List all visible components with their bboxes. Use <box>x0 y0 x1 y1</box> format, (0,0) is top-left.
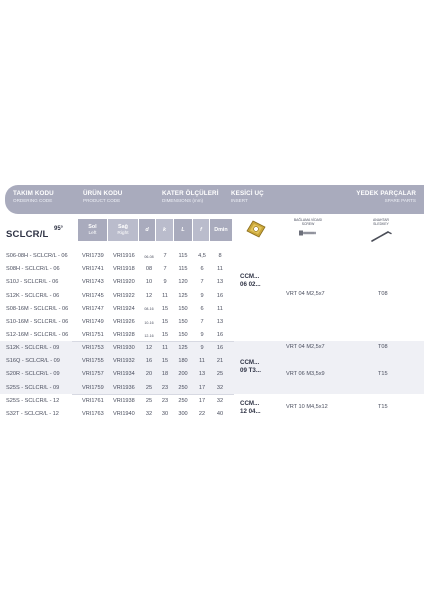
row-dmin: 11 <box>217 266 223 273</box>
series-title <box>6 224 64 242</box>
series-angle: 95° <box>54 226 64 232</box>
row-d: 10-16 <box>144 320 154 325</box>
row-f: 9 <box>200 292 204 299</box>
table-row <box>0 355 240 368</box>
row-l: 115 <box>178 253 188 259</box>
row-l: 300 <box>178 411 188 418</box>
row-k: 9 <box>163 279 167 286</box>
row-right-code: VRI1920 <box>113 279 135 286</box>
row-l: 250 <box>178 384 188 391</box>
screw-09b: VRT 06 M3,5x9 <box>286 371 325 377</box>
row-f: 13 <box>198 371 206 378</box>
row-f: 7 <box>200 279 204 286</box>
row-ordering-code: S10-16M - SCLCR/L - 06 <box>6 319 69 325</box>
row-dmin: 16 <box>216 345 224 351</box>
row-ordering-code: S08-16M - SCLCR/L - 06 <box>6 305 69 312</box>
header-dimensions: KATER ÖLÇÜLERİ DIMENSIONS (mm) <box>162 190 219 204</box>
row-f: 17 <box>198 384 206 391</box>
table-row <box>0 303 240 316</box>
row-ordering-code: S10J - SCLCR/L - 06 <box>6 279 59 286</box>
header-insert: KESİCİ UÇ INSERT <box>231 190 264 204</box>
row-k: 23 <box>161 398 169 404</box>
row-right-code: VRI1932 <box>113 358 135 365</box>
row-k: 15 <box>161 319 169 325</box>
column-right: Sağ Right <box>108 219 138 241</box>
insert-code-06 <box>240 273 261 289</box>
row-d: 25 <box>145 384 153 391</box>
group-separator <box>72 341 234 342</box>
row-ordering-code: S12-16M - SCLCR/L - 06 <box>6 332 69 339</box>
row-k: 11 <box>162 292 168 299</box>
screw-icon <box>299 229 317 237</box>
row-k: 23 <box>161 384 169 391</box>
row-right-code: VRI1936 <box>113 384 135 391</box>
row-l: 115 <box>178 266 188 273</box>
screw-caption: BAĞLAMA VİDASI SCREW <box>293 218 323 226</box>
row-left-code: VRI1755 <box>82 358 104 365</box>
row-dmin: 32 <box>216 384 224 391</box>
column-l: L <box>174 219 192 241</box>
table-row <box>0 316 240 329</box>
series-name: SCLCR/L <box>6 229 49 240</box>
row-dmin: 40 <box>216 411 224 418</box>
insert-icon <box>245 219 267 239</box>
row-dmin: 11 <box>217 305 223 312</box>
insert-code-line: CCM... <box>240 400 260 407</box>
row-left-code: VRI1741 <box>82 266 104 273</box>
row-k: 11 <box>162 345 168 351</box>
row-dmin: 13 <box>216 319 224 325</box>
table-row <box>0 382 240 395</box>
row-right-code: VRI1916 <box>113 253 135 259</box>
table-row <box>0 342 240 355</box>
row-ordering-code: S16Q - SCLCR/L - 09 <box>6 358 60 365</box>
row-k: 15 <box>161 305 169 312</box>
table-header-bar <box>5 185 424 214</box>
row-l: 180 <box>178 358 188 365</box>
table-row <box>0 408 240 421</box>
row-ordering-code: S32T - SCLCR/L - 12 <box>6 411 59 418</box>
row-d: 08-16 <box>144 307 154 312</box>
row-k: 7 <box>163 266 167 273</box>
row-right-code: VRI1930 <box>113 345 135 351</box>
row-f: 4,5 <box>198 253 206 259</box>
row-d: 08 <box>145 266 153 273</box>
row-right-code: VRI1940 <box>113 411 135 418</box>
row-ordering-code: S25S - SCLCR/L - 09 <box>6 384 60 391</box>
insert-code-09 <box>240 359 261 375</box>
row-left-code: VRI1751 <box>82 332 104 339</box>
row-l: 125 <box>178 345 188 351</box>
row-left-code: VRI1763 <box>82 411 104 418</box>
row-ordering-code: S12K - SCLCR/L - 06 <box>6 292 60 299</box>
row-ordering-code: S25S - SCLCR/L - 12 <box>6 398 60 404</box>
row-dmin: 13 <box>216 279 224 286</box>
row-l: 125 <box>178 292 188 299</box>
table-row <box>0 263 240 276</box>
key-09b: T15 <box>378 371 388 377</box>
table-row <box>0 368 240 381</box>
row-l: 250 <box>178 398 188 404</box>
row-f: 9 <box>200 345 204 351</box>
row-l: 120 <box>178 279 188 286</box>
screw-09a: VRT 04 M2,5x7 <box>286 344 325 350</box>
row-k: 15 <box>161 332 169 339</box>
screw-06: VRT 04 M2,5x7 <box>286 291 325 297</box>
key-icon <box>370 229 392 243</box>
header-product-code: ÜRÜN KODU PRODUCT CODE <box>83 190 123 204</box>
row-left-code: VRI1759 <box>82 384 104 391</box>
row-dmin: 8 <box>218 253 222 259</box>
key-09a: T08 <box>378 344 388 350</box>
row-left-code: VRI1747 <box>82 305 104 312</box>
row-left-code: VRI1753 <box>82 345 104 351</box>
row-dmin: 32 <box>216 398 224 404</box>
row-l: 200 <box>178 371 188 378</box>
key-caption: ANAHTAR SLEDKEY <box>373 218 389 226</box>
row-right-code: VRI1918 <box>113 266 135 273</box>
column-d: d <box>139 219 155 241</box>
insert-code-line: 12 04... <box>240 407 261 415</box>
insert-code-line: CCM... <box>240 273 260 280</box>
row-d: 32 <box>145 411 153 418</box>
row-l: 150 <box>178 305 188 312</box>
row-k: 30 <box>161 411 169 418</box>
row-d: 20 <box>145 371 153 378</box>
group-separator <box>72 394 234 395</box>
row-f: 11 <box>199 358 205 365</box>
row-d: 12-16 <box>144 333 154 338</box>
row-left-code: VRI1761 <box>82 398 104 404</box>
row-right-code: VRI1926 <box>113 319 135 325</box>
row-dmin: 25 <box>216 371 224 378</box>
column-k: k <box>156 219 173 241</box>
table-row <box>0 250 240 263</box>
row-d: 25 <box>145 398 153 404</box>
row-dmin: 16 <box>216 332 224 339</box>
row-left-code: VRI1749 <box>82 319 104 325</box>
row-f: 7 <box>200 319 204 325</box>
row-left-code: VRI1757 <box>82 371 104 378</box>
row-ordering-code: S06-08H - SCLCR/L - 06 <box>6 253 68 259</box>
insert-code-line: 09 T3... <box>240 366 261 374</box>
row-right-code: VRI1928 <box>113 332 135 339</box>
row-f: 6 <box>200 266 204 273</box>
row-left-code: VRI1745 <box>82 292 104 299</box>
row-d: 12 <box>145 345 153 351</box>
key-06: T08 <box>378 291 388 297</box>
row-k: 15 <box>161 358 169 365</box>
row-right-code: VRI1934 <box>113 371 135 378</box>
insert-code-12 <box>240 400 261 416</box>
row-d: 06-08 <box>144 254 154 259</box>
row-dmin: 21 <box>216 358 224 365</box>
row-l: 150 <box>178 319 188 325</box>
row-left-code: VRI1743 <box>82 279 104 286</box>
row-d: 10 <box>145 279 153 286</box>
row-right-code: VRI1938 <box>113 398 135 404</box>
column-left: Sol Left <box>78 219 107 241</box>
row-f: 9 <box>200 332 204 339</box>
header-spare-parts: YEDEK PARÇALAR SPARE PARTS <box>356 190 416 204</box>
column-dmin: Dmin <box>210 219 232 241</box>
column-f: f <box>193 219 209 241</box>
table-row <box>0 276 240 289</box>
insert-code-line: 06 02... <box>240 280 261 288</box>
row-ordering-code: S08H - SCLCR/L - 06 <box>6 266 60 273</box>
header-ordering-code: TAKIM KODU ORDERING CODE <box>13 190 54 204</box>
row-f: 17 <box>198 398 206 404</box>
row-right-code: VRI1924 <box>113 305 135 312</box>
row-d: 12 <box>145 292 153 299</box>
row-ordering-code: S20R - SCLCR/L - 09 <box>6 371 60 378</box>
table-row <box>0 290 240 303</box>
insert-code-line: CCM... <box>240 359 260 366</box>
row-k: 7 <box>163 253 167 259</box>
key-12: T15 <box>378 404 388 410</box>
row-f: 22 <box>198 411 206 418</box>
row-k: 18 <box>161 371 169 378</box>
screw-12: VRT 10 M4,5x12 <box>286 404 328 410</box>
row-f: 6 <box>200 305 204 312</box>
row-dmin: 16 <box>216 292 224 299</box>
row-right-code: VRI1922 <box>113 292 135 299</box>
row-d: 16 <box>145 358 153 365</box>
table-row <box>0 395 240 408</box>
row-left-code: VRI1739 <box>82 253 104 259</box>
row-ordering-code: S12K - SCLCR/L - 09 <box>6 345 60 351</box>
row-l: 150 <box>178 332 188 339</box>
